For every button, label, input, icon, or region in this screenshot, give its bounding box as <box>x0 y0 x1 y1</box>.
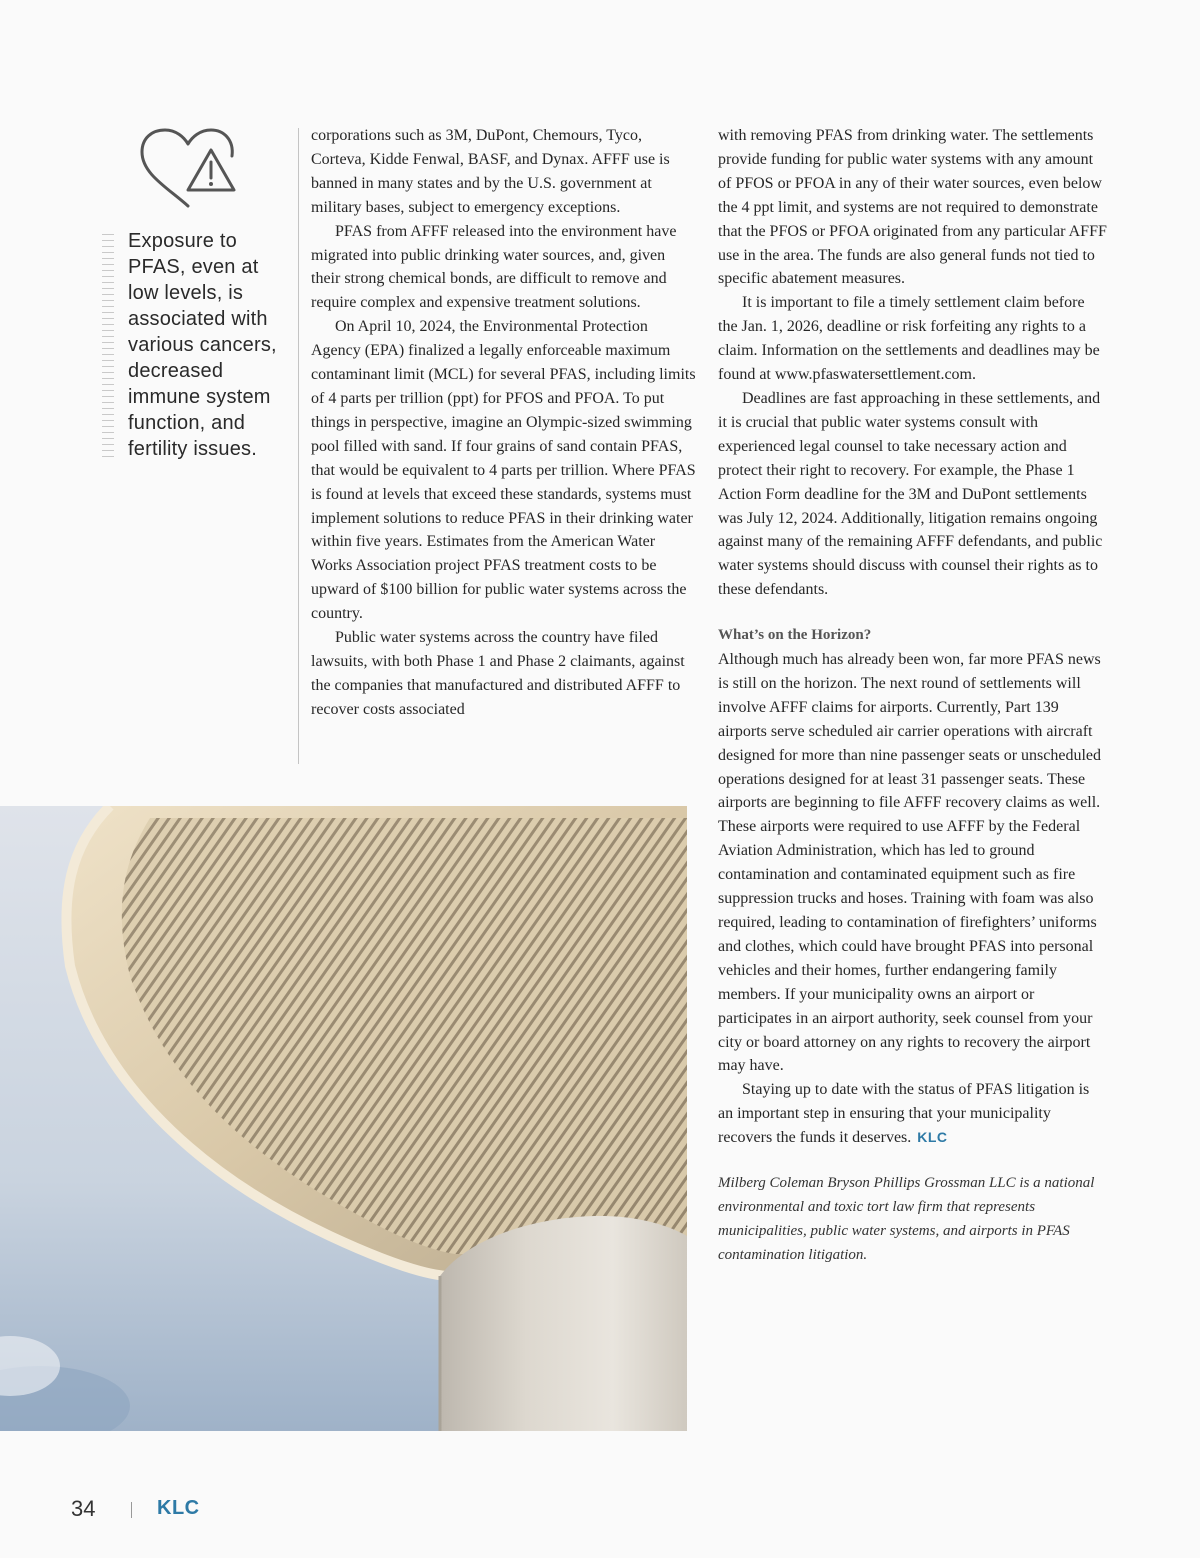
column-divider <box>298 128 299 764</box>
pullquote <box>102 228 284 462</box>
paragraph: Deadlines are fast approaching in these settlements, and it is crucial that public water systems consult with experienced legal counsel to take necessary action and protect their right to recovery. For example, the Phase 1 Action Form deadline for the 3M and DuPont settlements was July 12, 2024. Additionally, litigation remains ongoing against many of the remaining AFFF defendants, and public water systems should discuss with counsel their rights as to these defendants. <box>718 389 1103 599</box>
end-mark-logo: KLC <box>917 1129 948 1146</box>
pullquote-text: Exposure to PFAS, even at low levels, is associated with various cancers, decreased immune system function, and fertility issues. <box>128 230 277 460</box>
paragraph: with removing PFAS from drinking water. The settlements provide funding for public water systems with any amount of PFOS or PFOA in any of their water sources, even below the 4 ppt limit, and systems are not required to demonstrate that the PFOS or PFOA originated from any particular AFFF use in the area. The funds are also general funds not tied to specific abatement measures. <box>718 127 1107 288</box>
article-column-1 <box>311 124 696 722</box>
paragraph: It is important to file a timely settlement claim before the Jan. 1, 2026, deadline or risk forfeiting any rights to a claim. Information on the settlements and deadlines may be found at www.pfaswatersettlement.com. <box>718 294 1100 384</box>
paragraph: Although much has already been won, far more PFAS news is still on the horizon. The next round of settlements will involve AFFF claims for airports. Currently, Part 139 airports serve scheduled air carrier operations with aircraft designed for more than nine passenger seats or unscheduled operations designed for at least 31 passenger seats. These airports are beginning to file AFFF recovery claims as well. These airports were required to use AFFF by the Federal Aviation Administration, which has led to ground contamination and contaminated equipment such as fire suppression trucks and hoses. Training with foam was also required, leading to contamination of firefighters’ uniforms and clothes, which could have brought PFAS into personal vehicles and their homes, further endangering family members. If your municipality owns an airport or participates in an airport authority, seek counsel from your city or board attorney on any rights to recovery the airport may have. <box>718 651 1101 1075</box>
paragraph-text: Staying up to date with the status of PFAS litigation is an important step in ensuring that your municipality recovers the funds it deserves. <box>718 1081 1090 1147</box>
closing-paragraph <box>718 1078 1108 1150</box>
footer-divider <box>131 1502 132 1518</box>
author-bio: Milberg Coleman Bryson Phillips Grossman LLC is a national environmental and toxic tort law firm that represents municipalities, public water systems, and airports in PFAS contamination litigation. <box>718 1175 1095 1263</box>
paragraph: On April 10, 2024, the Environmental Protection Agency (EPA) finalized a legally enforceable maximum contaminant limit (MCL) for several PFAS, including limits of 4 parts per trillion (ppt) for PFOS and PFOA. To put things in perspective, imagine an Olympic-sized swimming pool filled with sand. If four grains of sand contain PFAS, that would be equivalent to 4 parts per trillion. Where PFAS is found at levels that exceed these standards, systems must implement solutions to reduce PFAS in their drinking water within five years. Estimates from the American Water Works Association project PFAS treatment costs to be upward of $100 billion for public water systems across the country. <box>311 318 696 623</box>
paragraph: corporations such as 3M, DuPont, Chemours, Tyco, Corteva, Kidde Fenwal, BASF, and Dynax. AFFF use is banned in many states and by the U.S. government at military bases, subject to emergency exceptions. <box>311 127 670 216</box>
paragraph: PFAS from AFFF released into the environment have migrated into public drinking water sources, and, given their strong chemical bonds, are difficult to remove and require complex and expensive treatment solutions. <box>311 222 677 312</box>
article-column-2 <box>718 124 1108 1268</box>
section-heading: What’s on the Horizon? <box>718 627 872 644</box>
paragraph: Public water systems across the country have filed lawsuits, with both Phase 1 and Phase 2 claimants, against the companies that manufactured and distributed AFFF to recover costs associated <box>311 629 685 718</box>
water-tower-photo <box>0 806 687 1431</box>
footer-brand-logo: KLC <box>157 1497 200 1519</box>
pullquote-rule <box>102 234 114 460</box>
page-number: 34 <box>71 1496 96 1521</box>
heart-warning-icon <box>138 128 238 212</box>
